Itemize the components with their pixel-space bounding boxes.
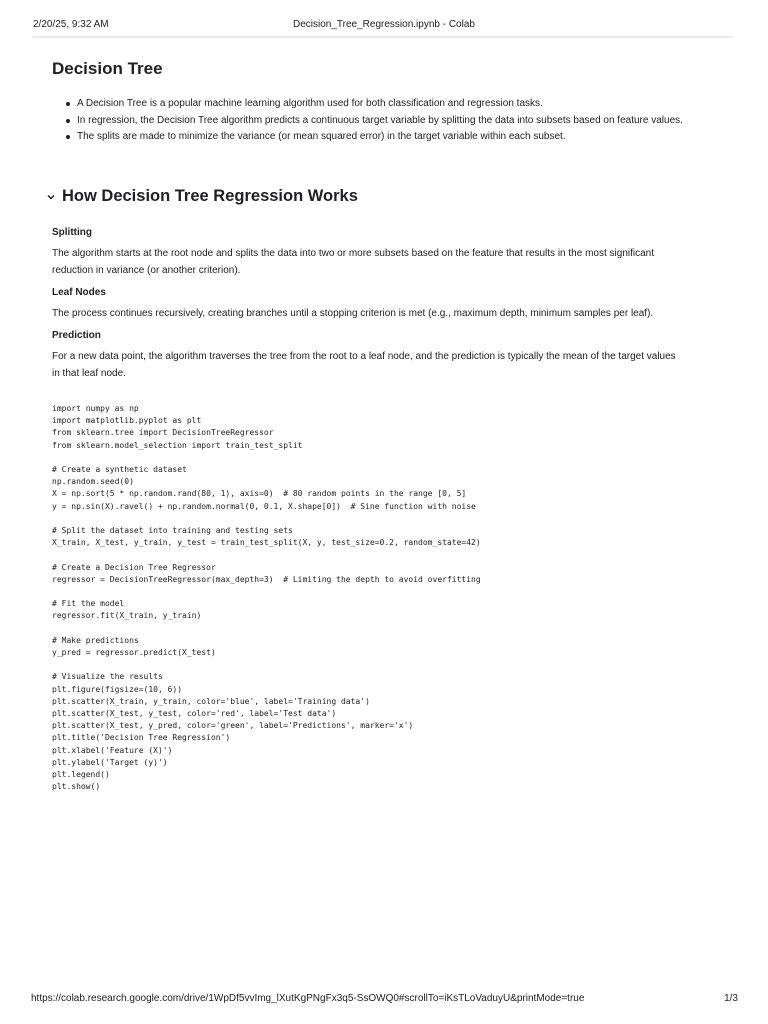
- print-timestamp: 2/20/25, 9:32 AM: [33, 19, 109, 30]
- page-number: 1/3: [724, 993, 738, 1004]
- section-header: [46, 187, 466, 209]
- code-cell[interactable]: import numpy as np import matplotlib.pyplot as plt from sklearn.tree import DecisionTreeRegressor from sklearn.model_selection import train_test_split # Create a synthetic dataset np.random.seed(0) X = np.sort(5 * np.random.rand(80, 1), axis=0) # 80 random points in the range [0, 5] y = np.sin(X).ravel() + np.random.normal(0, 0.1, X.shape[0]) # Sine function with noise # Split the dataset into training and testing sets X_train, X_test, y_train, y_test = train_test_split(X, y, test_size=0.2, random_state=42) # Create a Decision Tree Regressor regressor = DecisionTreeRegressor(max_depth=3) # Limiting the depth to avoid overfitting # Fit the model regressor.fit(X_train, y_train) # Make predictions y_pred = regressor.predict(X_test) # Visualize the results plt.figure(figsize=(10, 6)) plt.scatter(X_train, y_train, color='blue', label='Training data') plt.scatter(X_test, y_test, color='red', label='Test data') plt.scatter(X_test, y_pred, color='green', label='Predictions', marker='x') plt.title('Decision Tree Regression') plt.xlabel('Feature (X)') plt.ylabel('Target (y)') plt.legend() plt.show(): [52, 404, 481, 792]
- print-url: https://colab.research.google.com/drive/1WpDf5vvImg_lXutKgPNgFx3q5-SsOWQ0#scrollTo=iKsTLoVaduyU&printMode=true: [31, 993, 585, 1004]
- intro-bullet: A Decision Tree is a popular machine learning algorithm used for both classification and regression tasks.: [77, 96, 695, 113]
- intro-bullet: The splits are made to minimize the variance (or mean squared error) in the target variable within each subset.: [77, 129, 695, 146]
- section-title: How Decision Tree Regression Works: [62, 187, 358, 205]
- print-footer: [0, 993, 768, 1007]
- paragraph-leaf-nodes: The process continues recursively, creating branches until a stopping criterion is met (e.g., maximum depth, minimum samples per leaf).: [52, 308, 654, 319]
- chevron-down-icon[interactable]: [46, 192, 56, 202]
- intro-bullet-list: [52, 96, 695, 146]
- paragraph-prediction: For a new data point, the algorithm traverses the tree from the root to a leaf node, and the prediction is typically the mean of the target values in that leaf node.: [52, 351, 676, 379]
- doc-title: Decision Tree: [52, 59, 163, 78]
- header-divider: [33, 36, 733, 38]
- subheading-splitting: Splitting: [52, 227, 92, 238]
- print-page-title: Decision_Tree_Regression.ipynb - Colab: [293, 19, 475, 30]
- subheading-prediction: Prediction: [52, 330, 101, 341]
- subheading-leaf-nodes: Leaf Nodes: [52, 287, 106, 298]
- print-header: [0, 19, 768, 33]
- paragraph-splitting: The algorithm starts at the root node and splits the data into two or more subsets based on the feature that results in the most significant reduction in variance (or another criterion).: [52, 248, 654, 276]
- intro-bullet: In regression, the Decision Tree algorithm predicts a continuous target variable by splitting the data into subsets based on feature values.: [77, 113, 695, 130]
